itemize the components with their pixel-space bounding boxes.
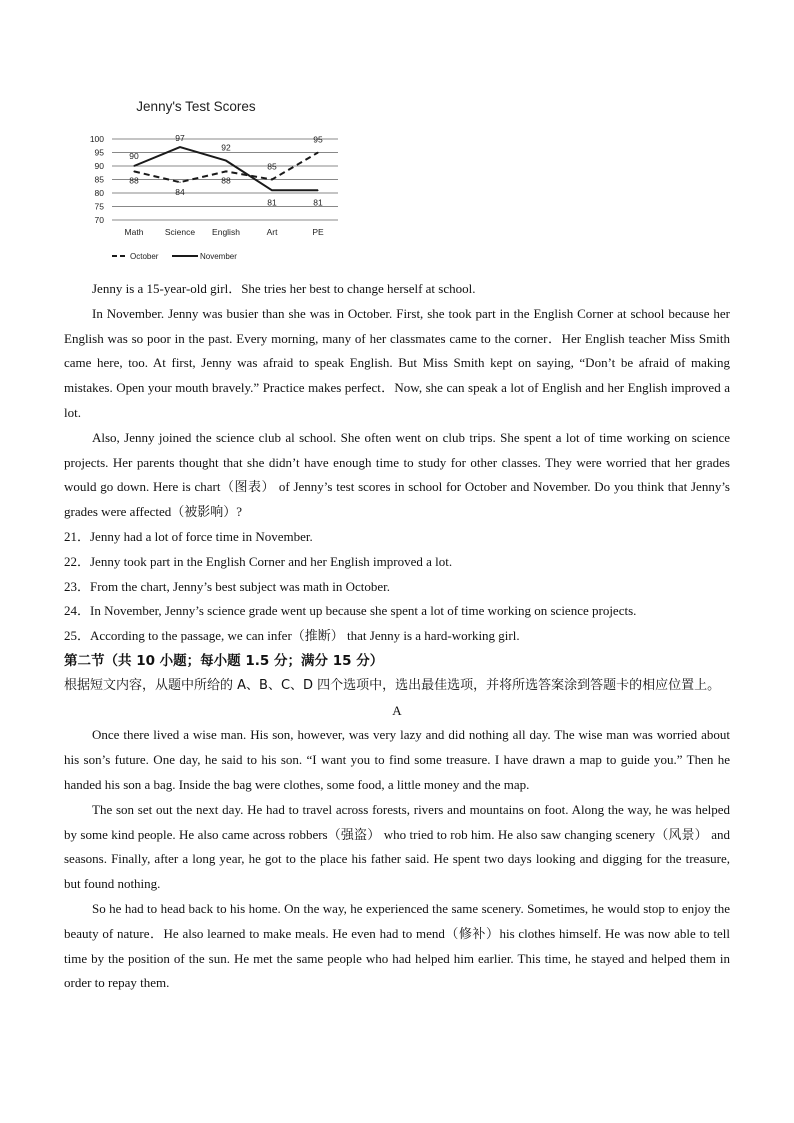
- data-point-october-science: [179, 182, 180, 183]
- section-instructions: 根据短文内容，从题中所给的 A、B、C、D 四个选项中，选出最佳选项，并将所选答案涂到答题卡的相应位置上。: [64, 677, 721, 693]
- y-tick-label-85: 85: [94, 174, 104, 185]
- chart-title: Jenny's Test Scores: [136, 99, 256, 114]
- data-label-october-science: 84: [175, 187, 185, 198]
- y-tick-label-80: 80: [94, 188, 104, 198]
- line-chart: [84, 94, 354, 269]
- y-tick-label-95: 95: [94, 147, 104, 158]
- data-label-november-english: 92: [221, 142, 231, 153]
- data-point-october-english: [225, 171, 226, 172]
- y-tick-label-75: 75: [94, 201, 104, 212]
- y-tick-label-70: 70: [94, 215, 104, 225]
- passage1-paragraph-3: Also, Jenny joined the science club al school. She often went on club trips. She spent a lot of time working on science projects. Her parents thought that she didn’t have enough time to study for other classes. They were worried that her grades would go down. Here is chart（图表） of Jenny’s test scores in school for October and November. Do you think that Jenny’s grades were affected（被影响）?: [64, 429, 730, 520]
- data-point-november-math: [133, 165, 134, 166]
- legend-label-november: November: [200, 252, 237, 261]
- y-tick-label-90: 90: [94, 161, 104, 171]
- data-point-november-science: [179, 147, 180, 148]
- question-21: 21．Jenny had a lot of force time in November.: [64, 528, 313, 544]
- data-label-november-pe: 81: [313, 197, 323, 208]
- data-point-october-art: [271, 179, 272, 180]
- x-tick-label-art: Art: [266, 227, 278, 237]
- data-point-october-math: [133, 171, 134, 172]
- passage1-paragraph-2: In November. Jenny was busier than she was in October. First, she took part in the English Corner at school because her English was so poor in the past. Every morning, many of her classmates came to the corner．Her English teacher Miss Smith came here, too. At first, Jenny was afraid to speak English. But Miss Smith kept on saying, “Don’t be afraid of making mistakes. Open your mouth bravely.” Practice makes perfect．Now, she can speak a lot of English and her English improved a lot.: [64, 305, 730, 420]
- data-label-november-art: 81: [267, 197, 277, 208]
- data-point-november-pe: [317, 190, 318, 191]
- passage2-paragraph-2: The son set out the next day. He had to travel across forests, rivers and mountains on foot. Along the way, he was helped by some kind people. He also came across robbers（强盗） who tried to rob him. He also saw changing scenery（风景） and seasons. Finally, after a long year, he got to the place his father said. He spent two days looking and digging for the treasure, but found nothing.: [64, 801, 730, 892]
- question-23: 23．From the chart, Jenny’s best subject was math in October.: [64, 578, 391, 594]
- legend-label-october: October: [130, 252, 159, 261]
- data-label-october-pe: 95: [313, 134, 323, 145]
- data-label-november-math: 90: [129, 151, 139, 161]
- data-label-october-english: 88: [221, 175, 231, 186]
- passage1-paragraph-1: Jenny is a 15-year-old girl．She tries her best to change herself at school.: [92, 281, 476, 296]
- x-tick-label-english: English: [212, 227, 240, 237]
- x-tick-label-science: Science: [164, 227, 196, 237]
- test-scores-chart: [84, 94, 354, 269]
- passage2-paragraph-3: So he had to head back to his home. On the way, he experienced the same scenery. Sometimes, he would stop to enjoy the beauty of nature．He also learned to make meals. He even had to mend（修补）his clothes himself. He was now able to tell time by the position of the sun. He met the same people who had helped him earlier. This time, he stayed and helped them in order to repay them.: [64, 900, 730, 991]
- question-24: 24．In November, Jenny’s science grade went up because she spent a lot of time working on science projects.: [64, 603, 637, 619]
- data-point-november-art: [271, 190, 272, 191]
- data-point-november-english: [225, 160, 226, 161]
- x-tick-label-math: Math: [124, 227, 144, 237]
- data-label-november-science: 97: [175, 133, 185, 144]
- y-tick-label-100: 100: [89, 134, 104, 144]
- question-22: 22．Jenny took part in the English Corner and her English improved a lot.: [64, 553, 453, 569]
- data-point-october-pe: [317, 152, 318, 153]
- question-25: 25．According to the passage, we can infer（推断） that Jenny is a hard-working girl.: [64, 628, 520, 644]
- data-label-october-math: 88: [129, 175, 139, 186]
- section-heading: 第二节（共 10 小题；每小题 1.5 分；满分 15 分）: [64, 652, 384, 669]
- data-label-october-art: 85: [267, 161, 277, 172]
- passage-label: A: [392, 702, 402, 718]
- document-body: [64, 277, 730, 996]
- x-tick-label-pe: PE: [312, 227, 324, 237]
- passage2-paragraph-1: Once there lived a wise man. His son, however, was very lazy and did nothing all day. The wise man was worried about his son’s future. One day, he said to his son. “I want you to find some treasure. I have drawn a map to guide you.” Then he handed his son a bag. Inside the bag were clothes, some food, a little money and the map.: [64, 727, 730, 792]
